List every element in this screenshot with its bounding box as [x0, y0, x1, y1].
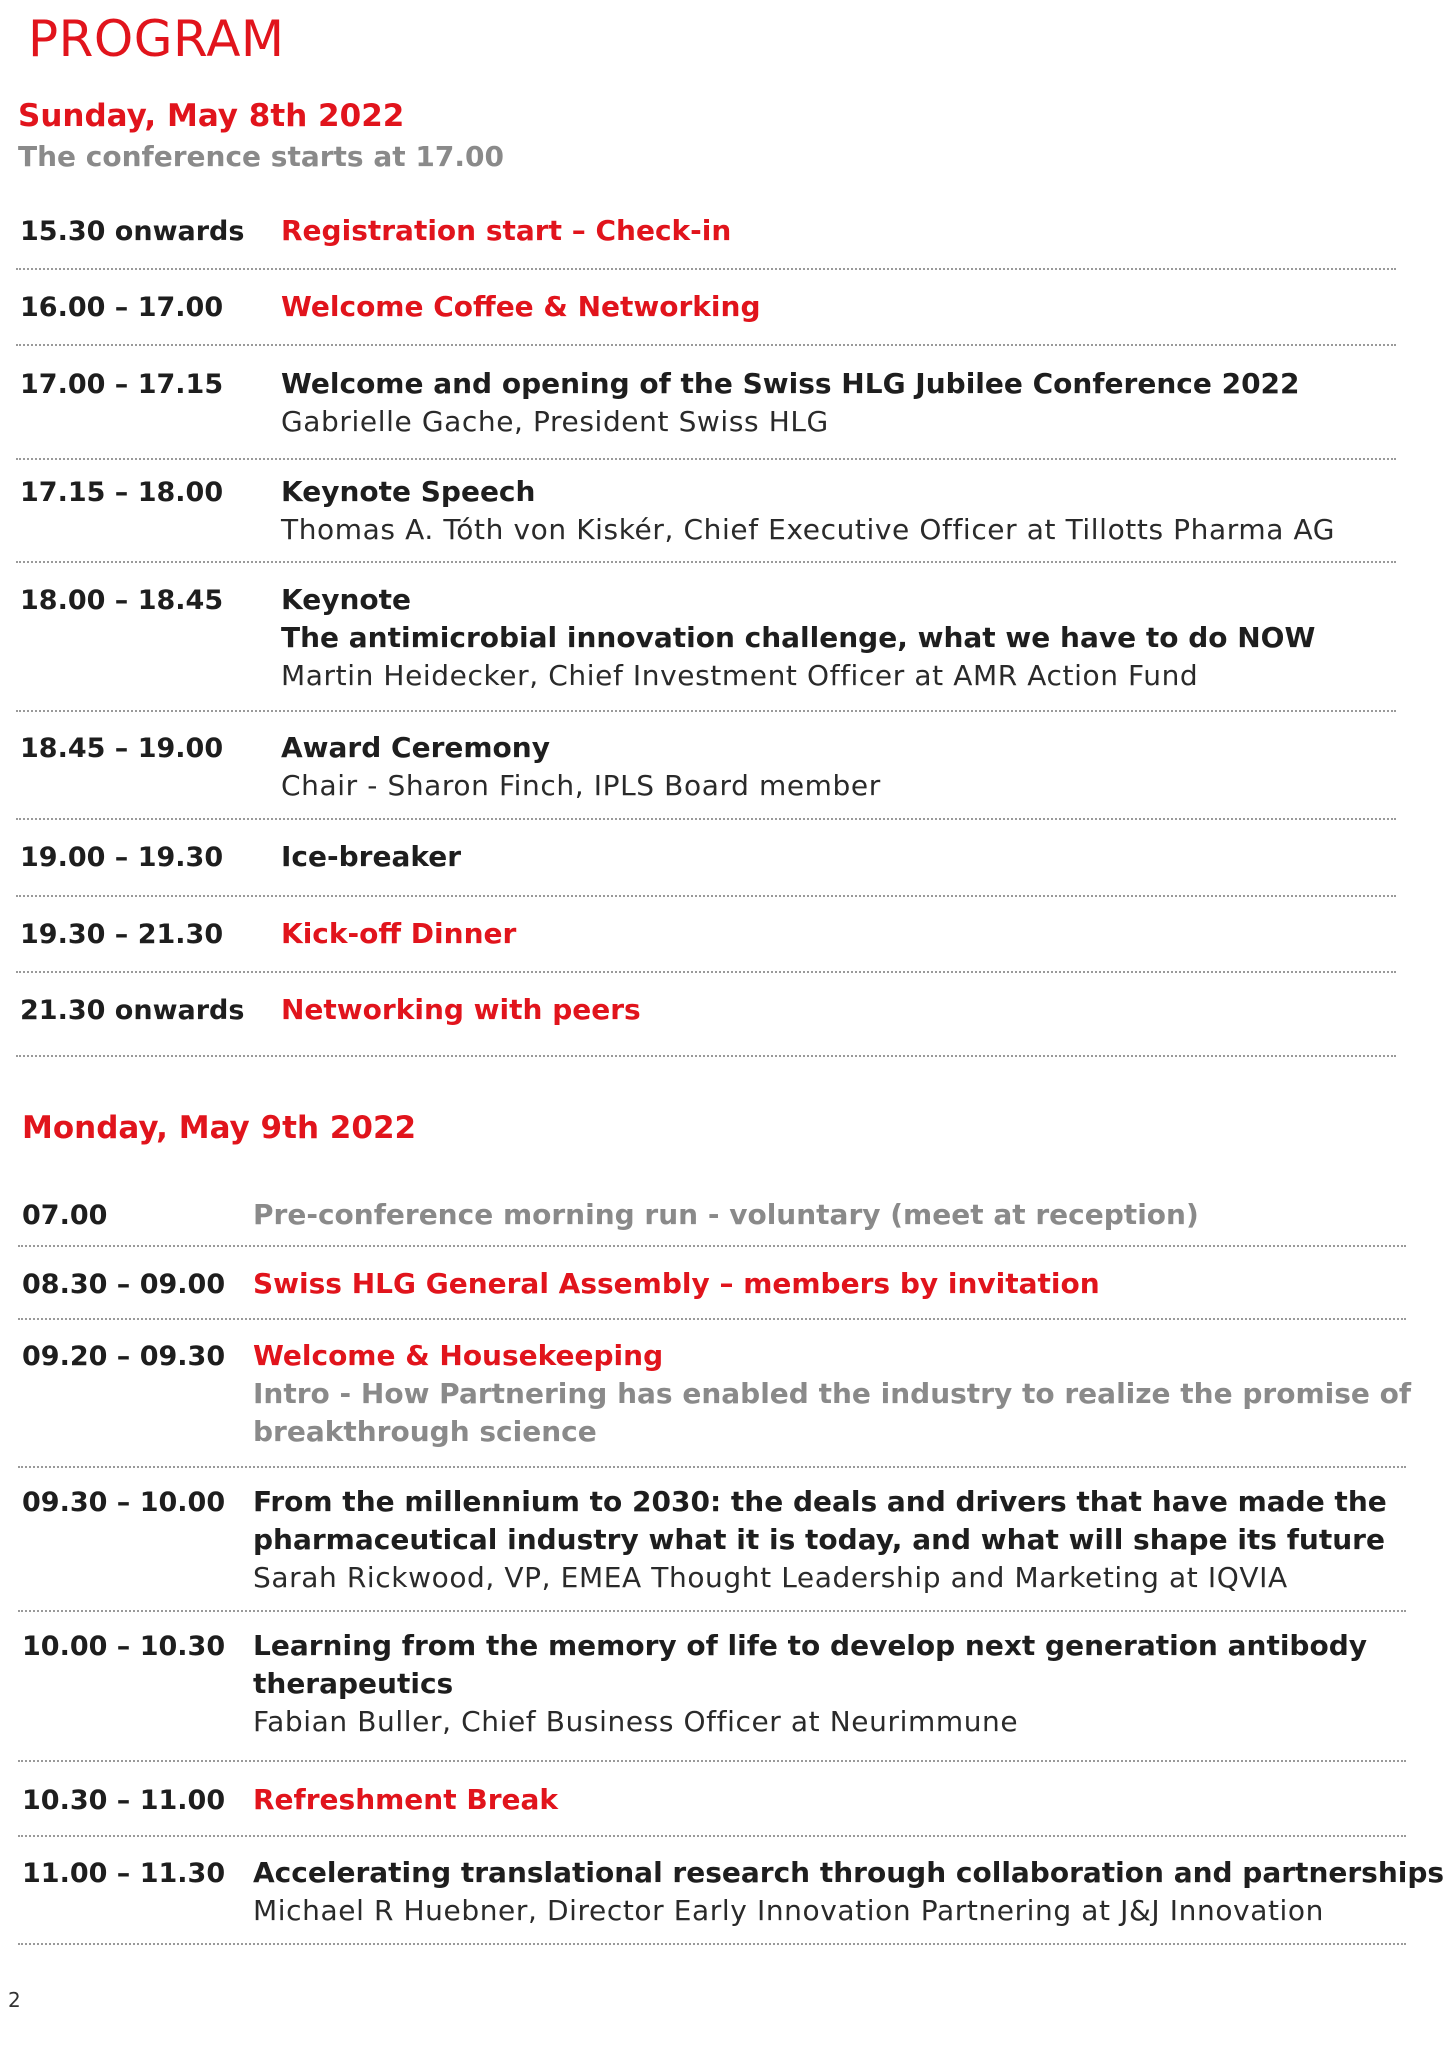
session-title: From the millennium to 2030: the deals and drivers that have made the: [253, 1485, 1387, 1518]
session-time: 09.20 – 09.30: [22, 1341, 226, 1372]
session-time: 15.30 onwards: [20, 216, 245, 247]
session-line: therapeutics: [253, 1667, 454, 1700]
session-line: Thomas A. Tóth von Kiskér, Chief Executive Officer at Tillotts Pharma AG: [281, 513, 1336, 546]
session-title: Kick-off Dinner: [281, 917, 517, 950]
session-line: The antimicrobial innovation challenge, what we have to do NOW: [281, 621, 1316, 654]
page-number: 2: [8, 1988, 21, 2012]
dotted-divider: [18, 1245, 1406, 1247]
session-title: Welcome & Housekeeping: [253, 1339, 664, 1372]
session-details: [253, 1265, 1100, 1303]
dotted-divider: [16, 561, 1396, 563]
session-line: Gabrielle Gache, President Swiss HLG: [281, 405, 829, 438]
day1-subheading: The conference starts at 17.00: [18, 140, 504, 173]
session-time: 10.30 – 11.00: [22, 1785, 226, 1816]
session-time: 11.00 – 11.30: [22, 1858, 226, 1889]
session-title: Ice-breaker: [281, 840, 462, 873]
session-line: Martin Heidecker, Chief Investment Officer at AMR Action Fund: [281, 659, 1199, 692]
session-time: 16.00 – 17.00: [20, 292, 224, 323]
session-time: 21.30 onwards: [20, 995, 245, 1026]
session-title: Accelerating translational research through collaboration and partnerships: [253, 1856, 1444, 1889]
session-line: Sarah Rickwood, VP, EMEA Thought Leadership and Marketing at IQVIA: [253, 1561, 1288, 1594]
session-line: Michael R Huebner, Director Early Innovation Partnering at J&J Innovation: [253, 1894, 1325, 1927]
session-time: 19.30 – 21.30: [20, 919, 224, 950]
session-details: [281, 838, 461, 876]
session-details: [281, 729, 881, 805]
dotted-divider: [18, 1466, 1406, 1468]
session-line: Intro - How Partnering has enabled the industry to realize the promise of: [253, 1377, 1412, 1410]
session-time: 18.45 – 19.00: [20, 733, 224, 764]
dotted-divider: [16, 344, 1396, 346]
session-title: Welcome and opening of the Swiss HLG Jubilee Conference 2022: [281, 367, 1300, 400]
session-title: Welcome Coffee & Networking: [281, 290, 761, 323]
session-title: Award Ceremony: [281, 731, 550, 764]
dotted-divider: [16, 971, 1396, 973]
dotted-divider: [16, 710, 1396, 712]
dotted-divider: [18, 1760, 1406, 1762]
session-time: 18.00 – 18.45: [20, 585, 224, 616]
dotted-divider: [18, 1835, 1406, 1837]
session-title: Networking with peers: [281, 993, 641, 1026]
session-time: 07.00: [22, 1200, 108, 1231]
dotted-divider: [16, 268, 1396, 270]
session-line: Chair - Sharon Finch, IPLS Board member: [281, 769, 881, 802]
session-line: pharmaceutical industry what it is today, and what will shape its future: [253, 1523, 1385, 1556]
session-details: [281, 991, 641, 1029]
dotted-divider: [16, 895, 1396, 897]
session-title: Learning from the memory of life to develop next generation antibody: [253, 1629, 1367, 1662]
session-details: [253, 1337, 1411, 1451]
session-details: [253, 1781, 558, 1819]
session-title: Pre-conference morning run - voluntary (meet at reception): [253, 1198, 1199, 1231]
session-time: 17.00 – 17.15: [20, 369, 224, 400]
day2-heading: Monday, May 9th 2022: [22, 1110, 417, 1146]
session-time: 09.30 – 10.00: [22, 1487, 226, 1518]
dotted-divider: [16, 1055, 1396, 1057]
session-details: [281, 212, 731, 250]
session-title: Refreshment Break: [253, 1783, 559, 1816]
session-details: [253, 1854, 1444, 1930]
session-title: Keynote: [281, 583, 411, 616]
day1-heading: Sunday, May 8th 2022: [18, 98, 405, 134]
session-details: [253, 1627, 1367, 1741]
session-title: Swiss HLG General Assembly – members by invitation: [253, 1267, 1100, 1300]
session-title: Registration start – Check-in: [281, 214, 732, 247]
dotted-divider: [16, 458, 1396, 460]
session-details: [281, 473, 1335, 549]
session-time: 19.00 – 19.30: [20, 842, 224, 873]
session-details: [281, 581, 1315, 695]
session-time: 08.30 – 09.00: [22, 1269, 226, 1300]
session-details: [281, 915, 516, 953]
session-details: [281, 365, 1300, 441]
dotted-divider: [18, 1610, 1406, 1612]
dotted-divider: [16, 818, 1396, 820]
session-details: [281, 288, 761, 326]
session-title: Keynote Speech: [281, 475, 536, 508]
session-details: [253, 1196, 1199, 1234]
session-time: 17.15 – 18.00: [20, 477, 224, 508]
dotted-divider: [18, 1943, 1406, 1945]
page-title: PROGRAM: [28, 10, 285, 68]
session-line: Fabian Buller, Chief Business Officer at Neurimmune: [253, 1705, 1019, 1738]
session-details: [253, 1483, 1387, 1597]
dotted-divider: [18, 1318, 1406, 1320]
session-line: breakthrough science: [253, 1415, 597, 1448]
session-time: 10.00 – 10.30: [22, 1631, 226, 1662]
